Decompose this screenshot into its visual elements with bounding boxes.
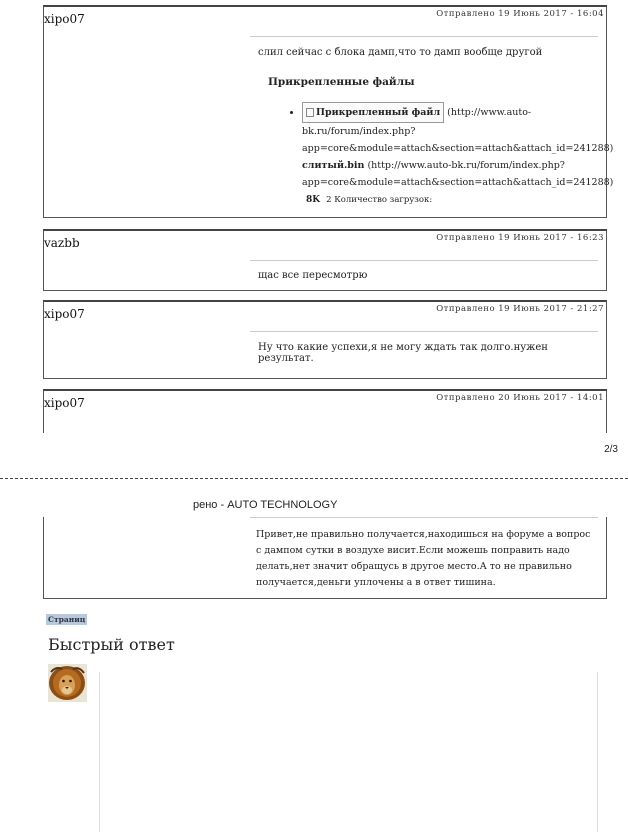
post-text: слил сейчас с блока дамп,что то дамп вообще другой (258, 47, 543, 58)
page-header-title: рено - AUTO TECHNOLOGY (193, 499, 338, 511)
post-author[interactable]: xipo07 (44, 307, 85, 321)
pages-label[interactable]: Страниц (48, 615, 86, 624)
post-body (250, 260, 598, 281)
forum-post-continued (43, 517, 607, 599)
post-date: Отправлено 20 Июнь 2017 - 14:01 (436, 393, 604, 403)
attachment-item (302, 102, 614, 209)
post-author[interactable]: xipo07 (44, 12, 85, 26)
attachments-list (258, 102, 614, 209)
attachment-meta (306, 195, 432, 205)
post-author[interactable]: xipo07 (44, 396, 85, 410)
post-body (250, 517, 598, 591)
page-number: 2/3 (604, 444, 618, 455)
avatar (48, 664, 87, 702)
post-text: Привет,не правильно получается,находишься на форуме а вопрос с дампом сутки в воздухе висит.Если можешь поправить надо делать,нет значит обращусь в другое место.А то не правильно получается,деньги уплочены а в ответ тишина. (256, 529, 591, 588)
forum-post (43, 300, 607, 379)
forum-post (43, 229, 607, 291)
post-text: щас все пересмотрю (258, 270, 368, 281)
lion-avatar (48, 664, 87, 702)
post-author[interactable]: vazbb (44, 236, 80, 250)
post-date: Отправлено 19 Июнь 2017 - 21:27 (436, 304, 604, 314)
post-date: Отправлено 19 Июнь 2017 - 16:23 (436, 233, 604, 243)
post-body (250, 331, 598, 364)
broken-image-icon (306, 108, 314, 117)
forum-post (43, 5, 614, 218)
attached-image-alt: Прикрепленный файл (316, 107, 441, 118)
attached-image-url[interactable]: (http://www.auto-bk.ru/forum/index.php?app=core&module=attach&section=attach&attach_id=241288) (302, 107, 614, 154)
forum-post (43, 389, 607, 433)
attached-file-name[interactable]: слитый.bin (302, 160, 365, 171)
page-break-divider (0, 478, 628, 479)
quick-reply-button[interactable]: Быстрый ответ (48, 635, 175, 654)
post-text: Ну что какие успехи,я не могу ждать так долго.нужен результат. (258, 342, 548, 364)
attached-file-url[interactable]: (http://www.auto-bk.ru/forum/index.php?app=core&module=attach&section=attach&attach_id=241288) (302, 160, 614, 188)
quick-reply-editor[interactable] (99, 672, 598, 832)
attached-file-downloads: 2 Количество загрузок: (326, 195, 433, 205)
attached-file-size: 8K (306, 195, 321, 205)
post-body (250, 36, 614, 209)
attached-image[interactable] (302, 102, 444, 123)
attachments-title: Прикрепленные файлы (268, 76, 415, 88)
post-date: Отправлено 19 Июнь 2017 - 16:04 (436, 9, 604, 19)
